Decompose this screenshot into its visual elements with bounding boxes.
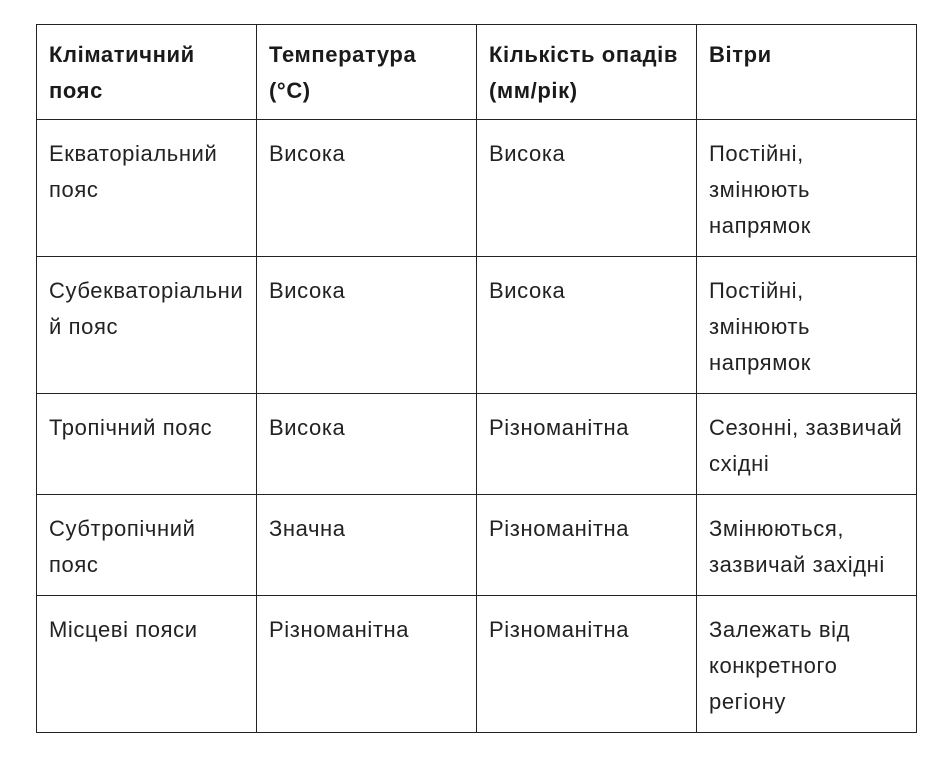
table-row bbox=[37, 495, 917, 596]
cell-winds: Сезонні, зазвичай східні bbox=[697, 394, 917, 495]
table-row bbox=[37, 257, 917, 394]
header-temperature: Температура (°C) bbox=[257, 25, 477, 120]
cell-precipitation: Різноманітна bbox=[477, 495, 697, 596]
header-precipitation: Кількість опадів (мм/рік) bbox=[477, 25, 697, 120]
cell-winds: Змінюються, зазвичай західні bbox=[697, 495, 917, 596]
table-row bbox=[37, 120, 917, 257]
cell-temperature: Висока bbox=[257, 394, 477, 495]
cell-winds: Постійні, змінюють напрямок bbox=[697, 257, 917, 394]
cell-climate-zone: Екваторіальний пояс bbox=[37, 120, 257, 257]
header-winds: Вітри bbox=[697, 25, 917, 120]
cell-temperature: Різноманітна bbox=[257, 596, 477, 733]
table-row bbox=[37, 596, 917, 733]
cell-winds: Залежать від конкретного регіону bbox=[697, 596, 917, 733]
cell-precipitation: Різноманітна bbox=[477, 596, 697, 733]
cell-climate-zone: Місцеві пояси bbox=[37, 596, 257, 733]
cell-temperature: Висока bbox=[257, 120, 477, 257]
cell-precipitation: Висока bbox=[477, 120, 697, 257]
table-row bbox=[37, 394, 917, 495]
header-climate-zone: Кліматичний пояс bbox=[37, 25, 257, 120]
header-row bbox=[37, 25, 917, 120]
cell-precipitation: Різноманітна bbox=[477, 394, 697, 495]
climate-zones-table bbox=[36, 24, 917, 733]
table-body bbox=[37, 120, 917, 733]
cell-temperature: Висока bbox=[257, 257, 477, 394]
table-header bbox=[37, 25, 917, 120]
climate-table-container bbox=[36, 24, 917, 733]
cell-temperature: Значна bbox=[257, 495, 477, 596]
cell-precipitation: Висока bbox=[477, 257, 697, 394]
cell-winds: Постійні, змінюють напрямок bbox=[697, 120, 917, 257]
cell-climate-zone: Субтропічний пояс bbox=[37, 495, 257, 596]
cell-climate-zone: Субекваторіальний пояс bbox=[37, 257, 257, 394]
cell-climate-zone: Тропічний пояс bbox=[37, 394, 257, 495]
